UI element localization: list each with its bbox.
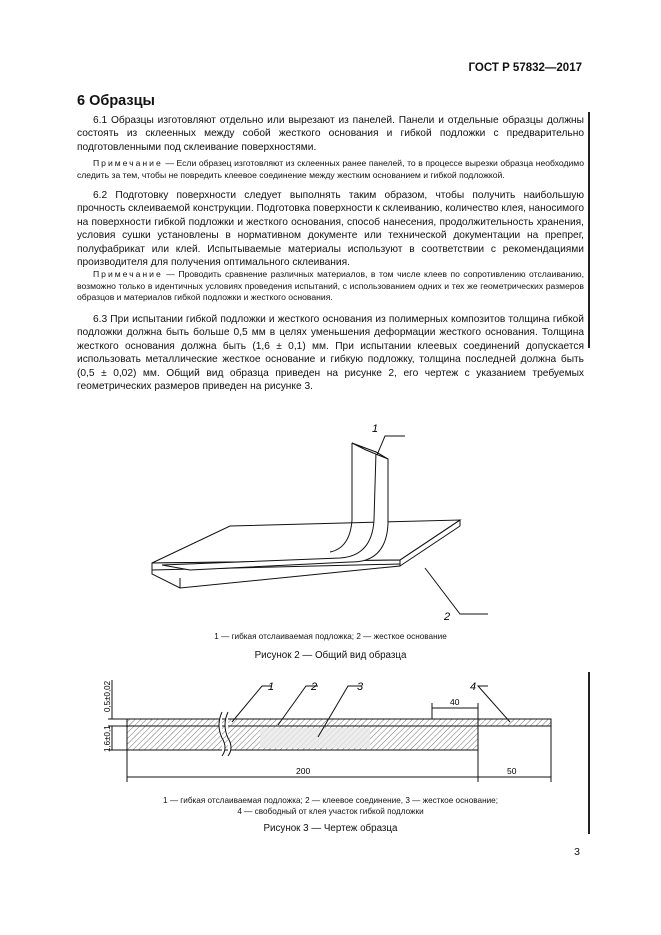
document-header-id: ГОСТ Р 57832—2017 <box>468 62 582 74</box>
note-label: Примечание <box>93 158 163 168</box>
section-title: 6 Образцы <box>77 93 155 109</box>
fig3-dim-200: 200 <box>296 766 311 776</box>
fig3-dim-50: 50 <box>507 766 517 776</box>
paragraph-6-2: 6.2 Подготовку поверхности следует выполнять таким образом, чтобы получить наибольшую прочность склеиваемой конструкции. Подготовка поверхности к склеиванию, количество клея, наносимого на поверхности гибкой подложки и жесткого основания, способ нанесения, продолжительность хранения, условия сушки установлены в нормативном документе или технической документации на препрег, полуфабрикат или клей. Испытываемые материалы используют в соответствии с рекомендациями производителя для получения оптимального склеивания. <box>77 190 584 269</box>
leader-3-4 <box>478 686 510 722</box>
note-text: — Проводить сравнение различных материалов, в том числе клеев по сопротивлению отслаиванию, возможно только в идентичных условиях проведения испытаний, с использованием одних и тех же геометрических размеров образцов и материалов гибкой подложки и жесткого основания. <box>77 269 584 303</box>
fig3-label-3: 3 <box>357 681 364 693</box>
figure-3-title: Рисунок 3 — Чертеж образца <box>263 823 398 834</box>
paragraph-6-3: 6.3 При испытании гибкой подложки и жесткого основания из полимерных композитов толщина гибкой подложки должна быть больше 0,5 мм в целях уменьшения деформации жесткого основания. Толщина жесткого основания должна быть (1,6 ± 0,1) мм. При испытании клеевых соединений допускается использовать металлические жесткое основание и гибкую подложку, толщина последней должна быть (0,5 ± 0,02) мм. Общий вид образца приведен на рисунке 2, его чертеж с указанием требуемых геометрических размеров приведен на рисунке 3. <box>77 314 584 393</box>
adhesive-region <box>260 728 370 748</box>
fig3-label-4: 4 <box>470 681 477 693</box>
fig2-label-1: 1 <box>372 423 379 435</box>
figure-2-legend: 1 — гибкая отслаиваемая подложка; 2 — жесткое основание <box>214 632 447 641</box>
leader-3-1 <box>232 686 272 722</box>
fig3-label-2: 2 <box>311 681 318 693</box>
flexible-substrate-strip <box>127 719 551 726</box>
note-label: Примечание <box>93 269 163 279</box>
fig3-dim-top: 0,5±0,02 <box>103 680 112 712</box>
figure-3-legend-line-2: 4 — свободный от клея участок гибкой подложки <box>237 807 424 816</box>
page-number: 3 <box>574 846 580 858</box>
figure-3-legend-line-1: 1 — гибкая отслаиваемая подложка; 2 — клеевое соединение, 3 — жесткое основание; <box>162 796 498 805</box>
fig3-dim-side: 1,6±0,1 <box>103 725 112 752</box>
paragraph-6-1: 6.1 Образцы изготовляют отдельно или вырезают из панелей. Панели и отдельные образцы должны состоять из склеенных между собой жесткого основания и гибкой подложки с предварительно подготовленными под склеивание поверхностями. <box>77 115 584 153</box>
fig3-label-1: 1 <box>268 681 275 693</box>
fig2-label-2: 2 <box>444 611 451 623</box>
figure-2-title: Рисунок 2 — Общий вид образца <box>254 650 407 661</box>
fig3-dim-40: 40 <box>450 697 460 707</box>
note-text: — Если образец изготовляют из склеенных ранее панелей, то в процессе вырезки образца необходимо следить за тем, чтобы не повредить клеевое соединение между жестким основанием и гибкой подложкой. <box>77 158 584 180</box>
